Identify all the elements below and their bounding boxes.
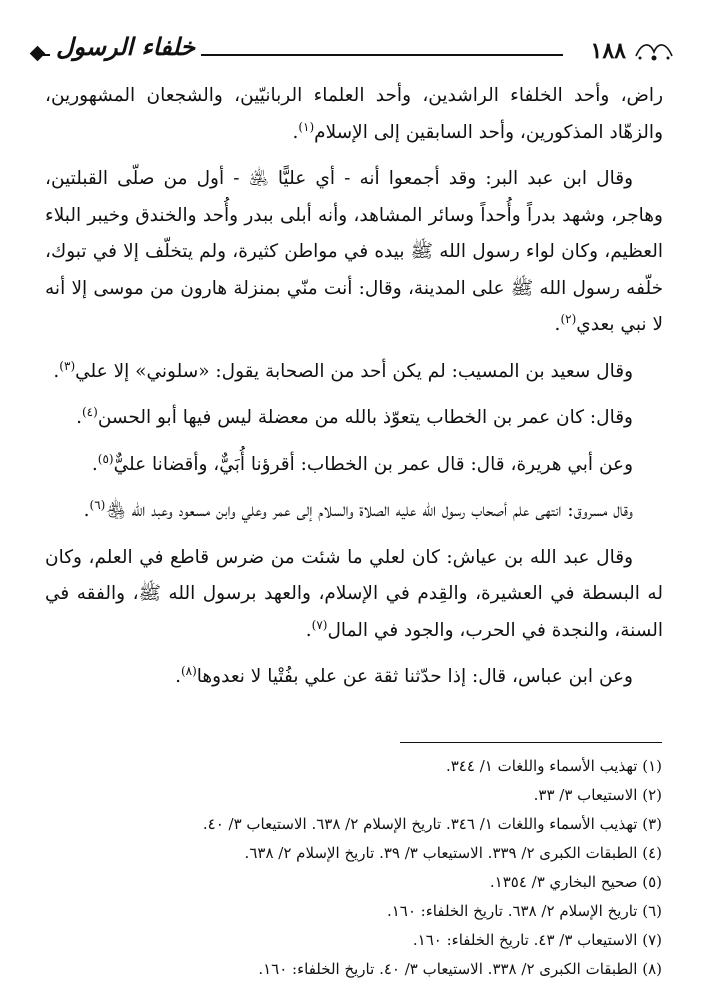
page-header [30, 30, 678, 70]
footnote-ref: (٧) [311, 617, 328, 632]
footnote: (٦) تاريخ الإسلام ٢/ ٦٣٨. تاريخ الخلفاء: ١٦٠. [386, 902, 662, 920]
paragraph: وقال عبد الله بن عياش: كان لعلي ما شئت من ضرس قاطع في العلم، وكان له البسطة في العشيرة، والقِدم في الإسلام، والعهد برسول الله ﷺ، والفقه في السنة، والنجدة في الحرب، والجود في المال$^{(٧)}$. [45, 546, 663, 641]
footnote-ref: (٨) [180, 663, 197, 678]
main-text [45, 78, 663, 706]
footnote: (٨) الطبقات الكبرى ٢/ ٣٣٨. الاستيعاب ٣/ ٤٠. تاريخ الخلفاء: ١٦٠. [258, 960, 662, 978]
footnote: (٤) الطبقات الكبرى ٢/ ٣٣٩. الاستيعاب ٣/ ٣٩. تاريخ الإسلام ٢/ ٦٣٨. [244, 844, 662, 862]
book-title: خلفاء الرسول [50, 32, 201, 61]
footnote-ref: (١) [298, 119, 315, 134]
paragraph: وقال سعيد بن المسيب: لم يكن أحد من الصحابة يقول: «سلوني» إلا علي$^{(٣)}$. [53, 358, 633, 382]
footnote-ref: (٦) [89, 497, 106, 512]
footnote: (٣) تهذيب الأسماء واللغات ١/ ٣٤٦. تاريخ الإسلام ٢/ ٦٣٨. الاستيعاب ٣/ ٤٠. [202, 815, 662, 833]
paragraph: راض، وأحد الخلفاء الراشدين، وأحد العلماء الربانيّين، والشجعان المشهورين، والزهّاد المذكورين، وأحد السابقين إلى الإسلام$^{(١)}$. [45, 85, 663, 143]
footnote-ref: (٢) [560, 311, 577, 326]
paragraph: وعن أبي هريرة، قال: قال عمر بن الخطاب: أقرؤنا أُبَيٌّ، وأقضانا عليٌّ$^{(٥)}$. [91, 451, 633, 475]
footnote: (٧) الاستيعاب ٣/ ٤٣. تاريخ الخلفاء: ١٦٠. [412, 931, 662, 949]
footnotes [60, 752, 662, 984]
paragraph: وعن ابن عباس، قال: إذا حدّثنا ثقة عن علي بفُتْيا لا نعدوها$^{(٨)}$. [175, 663, 633, 687]
footnote: (١) تهذيب الأسماء واللغات ١/ ٣٤٤. [445, 757, 662, 775]
paragraph: وقال: كان عمر بن الخطاب يتعوّذ بالله من معضلة ليس فيها أبو الحسن$^{(٤)}$. [76, 404, 633, 428]
floral-ornament-icon [632, 38, 676, 64]
footnote: (٥) صحيح البخاري ٣/ ١٣٥٤. [489, 873, 662, 891]
paragraph: وقال ابن عبد البر: وقد أجمعوا أنه - أي عليًّا ﵁ - أول من صلّى القبلتين، وهاجر، وشهد بدراً وأُحداً وسائر المشاهد، وأنه أبلى ببدر وأُحد والخندق وخيبر البلاء العظيم، وكان لواء رسول الله ﷺ بيده في مواطن كثيرة، ولم يتخلّف إلا في تبوك، خلّفه رسول الله ﷺ على المدينة، وقال: أنت منّي بمنزلة هارون من موسى إلا أنه لا نبي بعدي$^{(٢)}$. [45, 168, 663, 335]
diamond-ornament-icon [30, 46, 46, 62]
footnote-ref: (٣) [59, 358, 76, 373]
paragraph: وقال مسروق: انتهى علم أصحاب رسول الله عليه الصلاة والسلام إلى عمر وعلي وابن مسعود وعبد الله ﵃$^{(٦)}$. [83, 497, 633, 521]
footnote-ref: (٥) [97, 451, 114, 466]
footnote-ref: (٤) [81, 404, 98, 419]
footnote: (٢) الاستيعاب ٣/ ٣٣. [533, 786, 662, 804]
footnote-separator [400, 742, 662, 743]
page-number: ١٨٨ [590, 38, 626, 64]
